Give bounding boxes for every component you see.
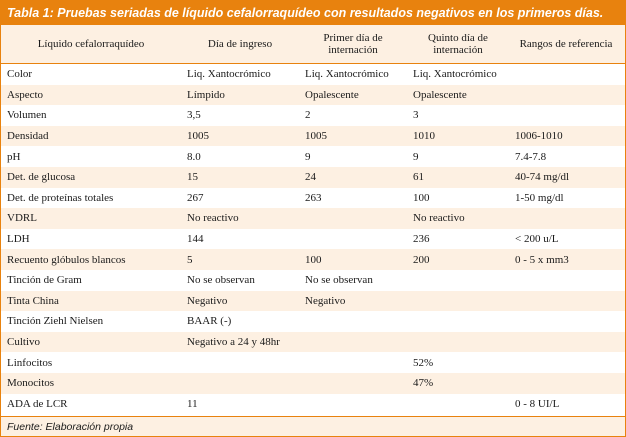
table-cell: Negativo (305, 294, 346, 307)
table-row (1, 105, 625, 126)
table-row (1, 208, 625, 229)
table-header (1, 25, 625, 64)
table-row (1, 126, 625, 147)
table-cell: Liq. Xantocrómico (305, 68, 389, 81)
table-cell: 1006-1010 (515, 130, 563, 143)
table-cell: Negativo (187, 294, 228, 307)
table-cell: 1-50 mg/dl (515, 191, 564, 204)
table-cell: No reactivo (187, 212, 239, 225)
table-cell: BAAR (-) (187, 315, 232, 328)
table-cell: 0 - 5 x mm3 (515, 253, 569, 266)
table-cell: 263 (305, 191, 322, 204)
row-label: LDH (7, 233, 30, 246)
row-label: Linfocitos (7, 356, 53, 369)
table-cell: 100 (305, 253, 322, 266)
table-cell: No se observan (187, 274, 255, 287)
table-row (1, 249, 625, 270)
row-label: Tinción de Gram (7, 274, 82, 287)
table-cell: 267 (187, 191, 204, 204)
table-cell: Liq. Xantocrómico (413, 68, 497, 81)
table-row (1, 311, 625, 332)
table-cell: Opalescente (305, 88, 359, 101)
table-cell: Opalescente (413, 88, 467, 101)
table-cell: 5 (187, 253, 193, 266)
table-row (1, 373, 625, 394)
table-row (1, 352, 625, 373)
table-cell: 11 (187, 397, 198, 410)
table-cell: 100 (413, 191, 430, 204)
table-cell: 52% (413, 356, 434, 369)
header-cell: Quinto día de internación (428, 32, 488, 56)
table-body (1, 64, 625, 414)
row-label: Det. de proteínas totales (7, 191, 114, 204)
table-cell: 236 (413, 233, 430, 246)
table-row (1, 394, 625, 415)
table-row (1, 270, 625, 291)
table-cell: 24 (305, 171, 316, 184)
table-cell: 1005 (187, 130, 209, 143)
header-cell: Líquido cefalorraquídeo (37, 38, 145, 50)
table-title: Tabla 1: Pruebas seriadas de líquido cefalorraquídeo con resultados negativos en los primeros días. (1, 1, 625, 25)
table-row (1, 64, 625, 85)
row-label: Tinción Ziehl Nielsen (7, 315, 104, 328)
row-label: Color (7, 68, 33, 81)
row-label: Tinta China (7, 294, 59, 307)
row-label: Aspecto (7, 88, 44, 101)
table-row (1, 85, 625, 106)
table-cell: 1010 (413, 130, 435, 143)
table-cell: 2 (305, 109, 311, 122)
row-label: Monocitos (7, 377, 55, 390)
header-cell: Primer día de internación (323, 32, 383, 56)
row-label: Recuento glóbulos blancos (7, 253, 126, 266)
table-cell: 15 (187, 171, 198, 184)
table-row (1, 146, 625, 167)
table-row (1, 188, 625, 209)
table-cell: 144 (187, 233, 204, 246)
table-row (1, 167, 625, 188)
table-cell: 200 (413, 253, 430, 266)
table-cell: No se observan (305, 274, 373, 287)
table-cell: < 200 u/L (515, 233, 559, 246)
header-cell: Día de ingreso (207, 38, 273, 50)
table-source: Fuente: Elaboración propia (1, 416, 625, 436)
table-cell: Negativo a 24 y 48hr (187, 336, 280, 349)
row-label: Det. de glucosa (7, 171, 76, 184)
table-cell: 61 (413, 171, 424, 184)
table-row (1, 291, 625, 312)
table-cell: No reactivo (413, 212, 465, 225)
table-cell: 3,5 (187, 109, 201, 122)
table-cell: 9 (413, 150, 419, 163)
row-label: pH (7, 150, 21, 163)
table-cell: 1005 (305, 130, 327, 143)
table-cell: 0 - 8 UI/L (515, 397, 560, 410)
row-label: ADA de LCR (7, 397, 68, 410)
row-label: VDRL (7, 212, 37, 225)
table-cell: 9 (305, 150, 311, 163)
table-cell: Liq. Xantocrómico (187, 68, 271, 81)
row-label: Volumen (7, 109, 47, 122)
table-cell: 3 (413, 109, 419, 122)
table-row (1, 229, 625, 250)
table-row (1, 332, 625, 353)
row-label: Densidad (7, 130, 49, 143)
table-cell: 47% (413, 377, 434, 390)
header-cell: Rangos de referencia (519, 38, 613, 50)
table-cell: 40-74 mg/dl (515, 171, 570, 184)
table-cell: 8.0 (187, 150, 201, 163)
row-label: Cultivo (7, 336, 41, 349)
table-cell: Límpido (187, 88, 225, 101)
table-cell: 7.4-7.8 (515, 150, 547, 163)
